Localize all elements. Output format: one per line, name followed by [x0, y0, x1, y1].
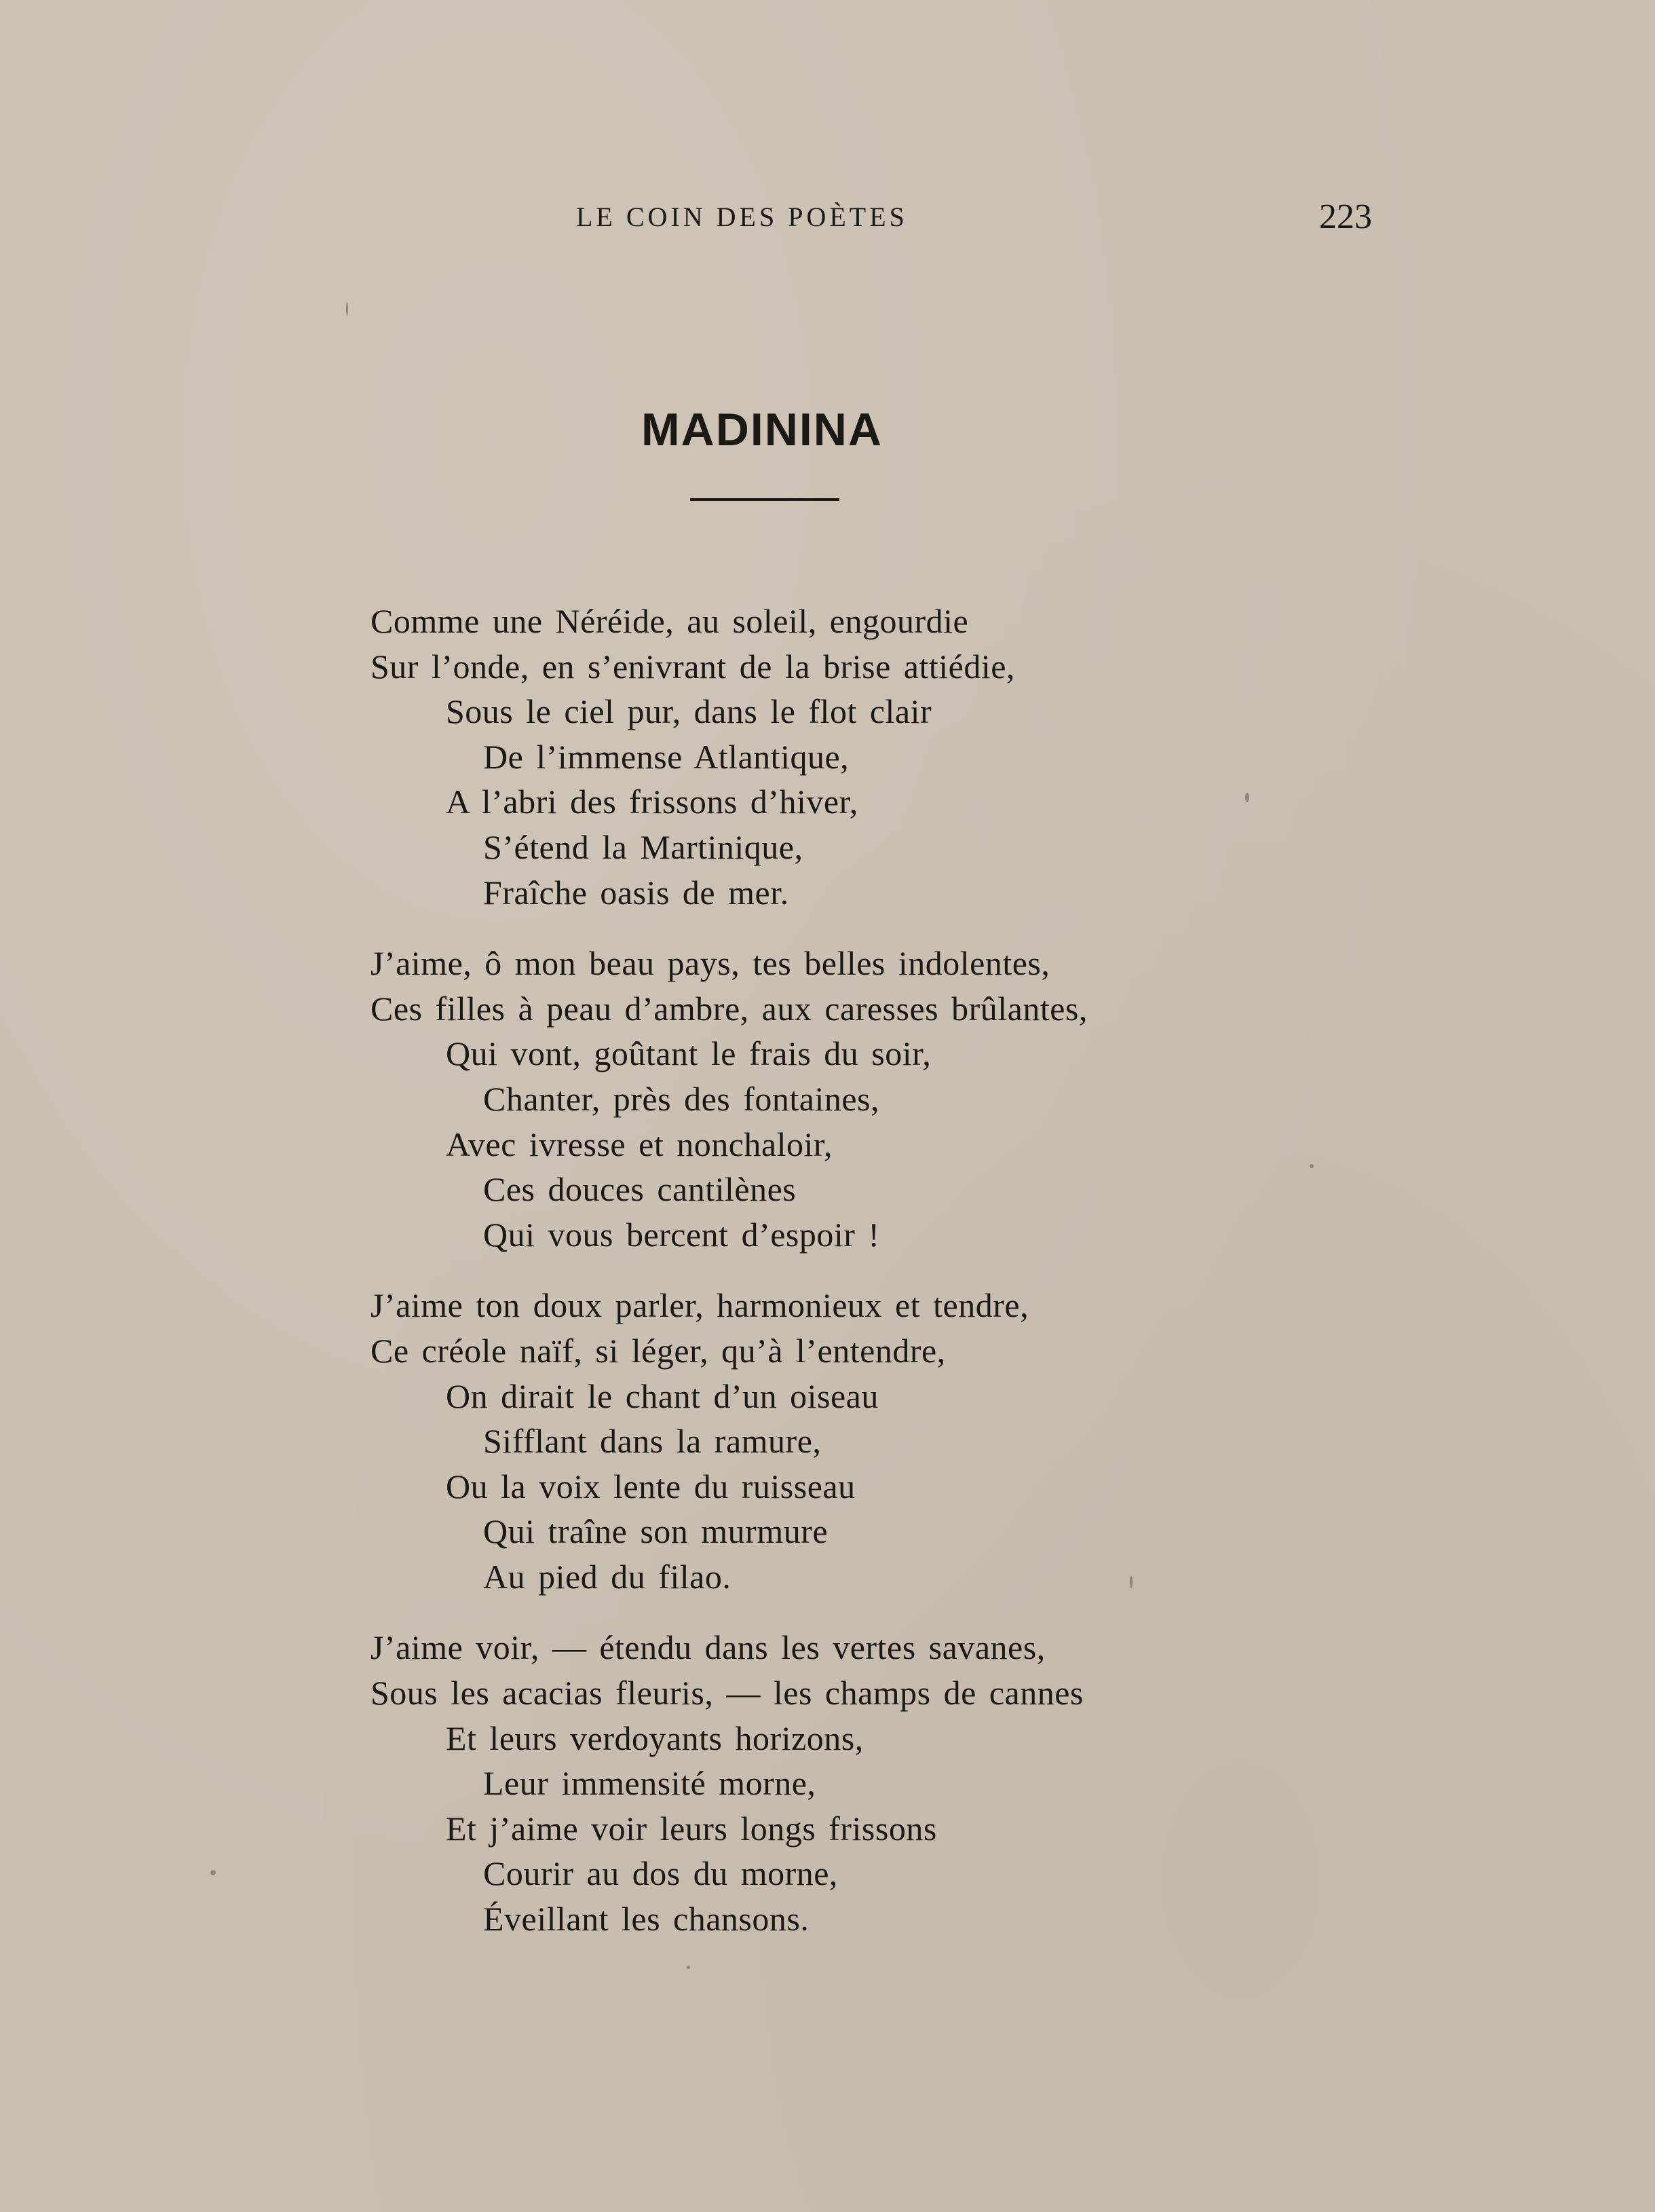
verse-line: Sur l’onde, en s’enivrant de la brise attiédie, [370, 647, 1015, 686]
stanza [370, 941, 1524, 1257]
verse-line: Éveillant les chansons. [483, 1900, 810, 1938]
verse-line: J’aime ton doux parler, harmonieux et tendre, [370, 1286, 1029, 1325]
verse-line: Et j’aime voir leurs longs frissons [446, 1809, 937, 1848]
running-head [0, 197, 1655, 238]
verse-line: Sifflant dans la ramure, [483, 1422, 822, 1461]
running-title: LE COIN DES POÈTES [576, 202, 908, 232]
verse-line: Chanter, près des fontaines, [483, 1079, 880, 1118]
verse-line: Sous le ciel pur, dans le flot clair [446, 692, 932, 731]
poem-title: MADININA [641, 404, 883, 455]
stanza [370, 599, 1524, 915]
verse-line: Ce créole naïf, si léger, qu’à l’entendre, [370, 1331, 946, 1370]
verse-line: J’aime, ô mon beau pays, tes belles indolentes, [370, 944, 1050, 983]
title-rule [690, 498, 839, 501]
verse-line: Qui vous bercent d’espoir ! [483, 1215, 880, 1254]
verse-line: Au pied du filao. [483, 1557, 731, 1596]
verse-line: Avec ivresse et nonchaloir, [446, 1125, 833, 1163]
verse-line: Et leurs verdoyants horizons, [446, 1719, 864, 1757]
verse-line: Fraîche oasis de mer. [483, 873, 789, 912]
verse-line: Courir au dos du morne, [483, 1854, 838, 1893]
verse-line: Ou la voix lente du ruisseau [446, 1467, 856, 1505]
verse-line: Leur immensité morne, [483, 1764, 816, 1803]
verse-line: Qui vont, goûtant le frais du soir, [446, 1034, 932, 1073]
page-number: 223 [1319, 198, 1372, 236]
verse-line: S’étend la Martinique, [483, 827, 803, 866]
verse-line: Comme une Néréide, au soleil, engourdie [370, 602, 969, 640]
paper-speck [1245, 793, 1249, 802]
verse-line: On dirait le chant d’un oiseau [446, 1376, 879, 1415]
stanza [370, 1283, 1524, 1599]
paper-speck [1130, 1576, 1133, 1588]
verse-line: Sous les acacias fleuris, — les champs de cannes [370, 1674, 1084, 1712]
paper-speck [687, 1966, 690, 1969]
verse-line: Qui traîne son murmure [483, 1512, 829, 1551]
verse-line: J’aime voir, — étendu dans les vertes savanes, [370, 1628, 1046, 1667]
verse-line: Ces filles à peau d’ambre, aux caresses brûlantes, [370, 989, 1088, 1028]
poem-body [370, 599, 1524, 1968]
paper-speck [1310, 1164, 1314, 1168]
verse-line: Ces douces cantilènes [483, 1170, 797, 1209]
verse-line: De l’immense Atlantique, [483, 737, 850, 776]
stanza [370, 1625, 1524, 1941]
paper-speck [346, 302, 348, 316]
verse-line: A l’abri des frissons d’hiver, [446, 783, 858, 821]
paper-speck [210, 1870, 216, 1875]
